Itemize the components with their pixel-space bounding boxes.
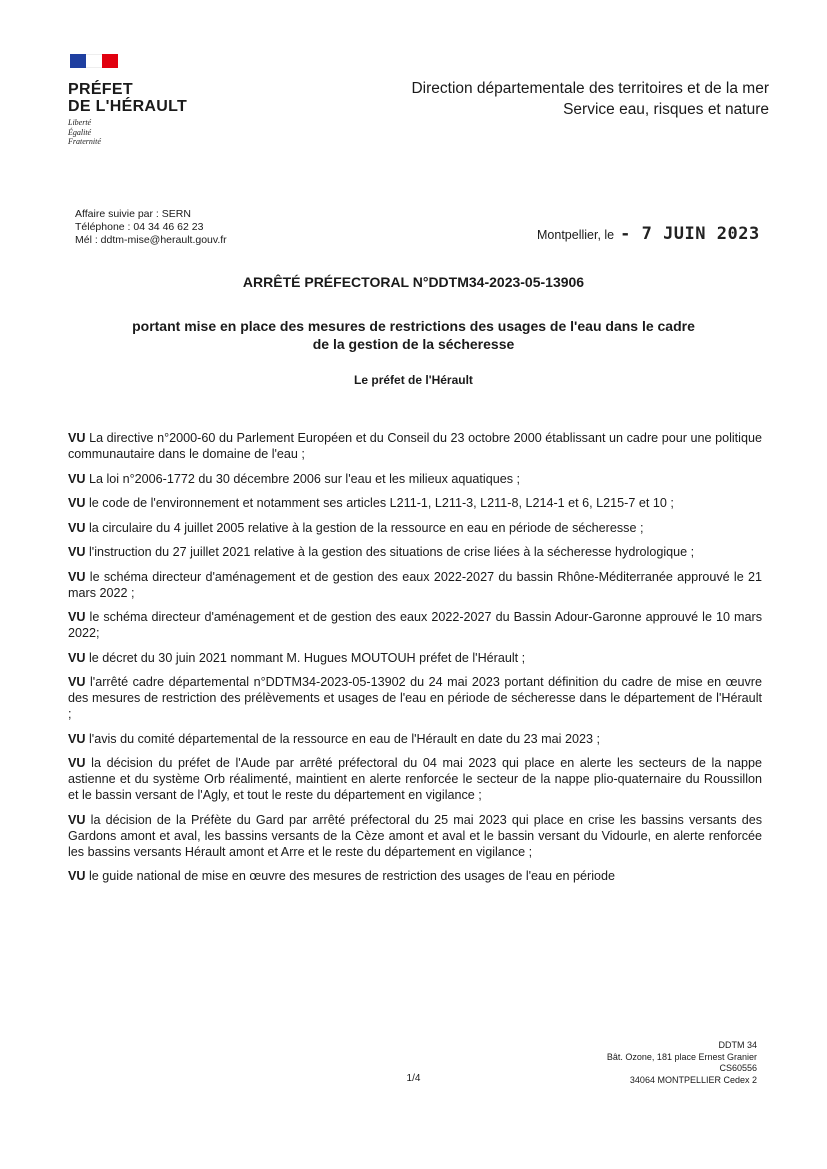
considerations-list: [68, 430, 762, 893]
consideration-item: [68, 609, 762, 641]
direction-title: Direction départementale des territoires et de la mer: [411, 80, 769, 97]
subtitle-line-2: de la gestion de la sécheresse: [312, 336, 515, 352]
consideration-item: [68, 650, 762, 666]
footer-org: DDTM 34: [718, 1040, 757, 1050]
vu-prefix: VU: [68, 520, 86, 535]
document-subtitle: [0, 317, 827, 353]
consideration-text: l'avis du comité départemental de la ressource en eau de l'Hérault en date du 23 mai 2023 ;: [89, 731, 600, 746]
consideration-text: l'arrêté cadre départemental n°DDTM34-2023-05-13902 du 24 mai 2023 portant définition du cadre de mise en œuvre des mesures de restriction des prélèvements et usages de l'eau en période de sécheresse dans le département de l'Hérault ;: [68, 675, 762, 721]
vu-prefix: VU: [68, 650, 86, 665]
republic-motto: [68, 118, 208, 147]
consideration-item: [68, 731, 762, 747]
footer-city: 34064 MONTPELLIER Cedex 2: [629, 1074, 757, 1085]
footer-street: Bât. Ozone, 181 place Ernest Granier: [606, 1051, 757, 1062]
consideration-text: l'instruction du 27 juillet 2021 relative à la gestion des situations de crise liées à la sécheresse hydrologique ;: [89, 545, 695, 559]
motto-fraternite: Fraternité: [68, 137, 101, 146]
vu-prefix: VU: [68, 610, 86, 624]
prefet-line-1: PRÉFET: [68, 81, 133, 98]
vu-prefix: VU: [68, 756, 86, 770]
prefecture-logo: [68, 54, 208, 147]
date-line: [537, 224, 760, 244]
footer-cs: CS60556: [719, 1063, 757, 1073]
service-title: Service eau, risques et nature: [563, 101, 769, 118]
date-place-label: Montpellier, le: [537, 228, 615, 242]
consideration-text: le schéma directeur d'aménagement et de gestion des eaux 2022-2027 du Bassin Adour-Garonne approuvé le 10 mars 2022;: [68, 610, 762, 640]
consideration-item: [68, 868, 762, 884]
affaire-line: Affaire suivie par : SERN: [75, 208, 191, 220]
consideration-item: [68, 812, 762, 860]
consideration-item: [68, 471, 762, 487]
consideration-text: le schéma directeur d'aménagement et de gestion des eaux 2022-2027 du bassin Rhône-Méditerranée approuvé le 21 mars 2022 ;: [68, 569, 762, 600]
consideration-item: [68, 495, 762, 511]
consideration-text: la décision de la Préfète du Gard par arrêté préfectoral du 25 mai 2023 qui place en crise les bassins versants des Gardons amont et aval, les bassins versants de la Cèze amont et aval et le bassin versant du Vidourle, en alerte renforcée les bassins versants Hérault amont et Arre et le reste du département en vigilance ;: [68, 812, 763, 859]
contact-block: [75, 208, 227, 247]
telephone-line: Téléphone : 04 34 46 62 23: [75, 221, 204, 233]
vu-prefix: VU: [68, 675, 86, 689]
marianne-flag-icon: [70, 54, 118, 68]
vu-prefix: VU: [68, 471, 86, 486]
motto-egalite: Égalité: [68, 127, 92, 137]
vu-prefix: VU: [68, 496, 86, 510]
subtitle-line-1: portant mise en place des mesures de restrictions des usages de l'eau dans le cadre: [132, 318, 695, 334]
motto-liberte: Liberté: [68, 118, 92, 127]
vu-prefix: VU: [68, 569, 86, 584]
vu-prefix: VU: [68, 731, 86, 746]
consideration-text: le code de l'environnement et notamment ses articles L211-1, L211-3, L211-8, L214-1 et 6, L215-7 et 10 ;: [89, 496, 674, 510]
consideration-item: [68, 430, 762, 462]
prefet-line-2: DE L'HÉRAULT: [68, 98, 188, 115]
date-stamp: - 7 JUIN 2023: [620, 224, 760, 244]
consideration-text: La loi n°2006-1772 du 30 décembre 2006 sur l'eau et les milieux aquatiques ;: [89, 471, 521, 486]
vu-prefix: VU: [68, 869, 86, 883]
prefecture-name: [68, 81, 208, 115]
vu-prefix: VU: [68, 812, 86, 827]
vu-prefix: VU: [68, 545, 86, 559]
consideration-text: la décision du préfet de l'Aude par arrêté préfectoral du 04 mai 2023 qui place en alerte les secteurs de la nappe astienne et du système Orb réalimenté, maintient en alerte renforcée le secteur de la nappe plio-quaternaire du Roussillon et le bassin versant de l'Agly, et tout le reste du département en vigilance ;: [68, 756, 763, 802]
document-title: ARRÊTÉ PRÉFECTORAL N°DDTM34-2023-05-13906: [242, 274, 585, 290]
consideration-item: [68, 755, 762, 803]
vu-prefix: VU: [68, 431, 86, 445]
consideration-text: La directive n°2000-60 du Parlement Européen et du Conseil du 23 octobre 2000 établissant un cadre pour une politique communautaire dans le domaine de l'eau ;: [68, 431, 762, 461]
consideration-item: [68, 569, 762, 601]
issuing-department: [411, 78, 769, 120]
consideration-item: [68, 674, 762, 722]
email-line: Mél : ddtm-mise@herault.gouv.fr: [75, 234, 227, 246]
consideration-text: le décret du 30 juin 2021 nommant M. Hugues MOUTOUH préfet de l'Hérault ;: [89, 650, 526, 665]
consideration-item: [68, 520, 762, 536]
page-number: 1/4: [406, 1073, 421, 1084]
consideration-item: [68, 544, 762, 560]
prefet-heading: Le préfet de l'Hérault: [354, 373, 473, 387]
consideration-text: le guide national de mise en œuvre des mesures de restriction des usages de l'eau en période: [89, 869, 616, 883]
consideration-text: la circulaire du 4 juillet 2005 relative à la gestion de la ressource en eau en période de sécheresse ;: [89, 520, 644, 535]
